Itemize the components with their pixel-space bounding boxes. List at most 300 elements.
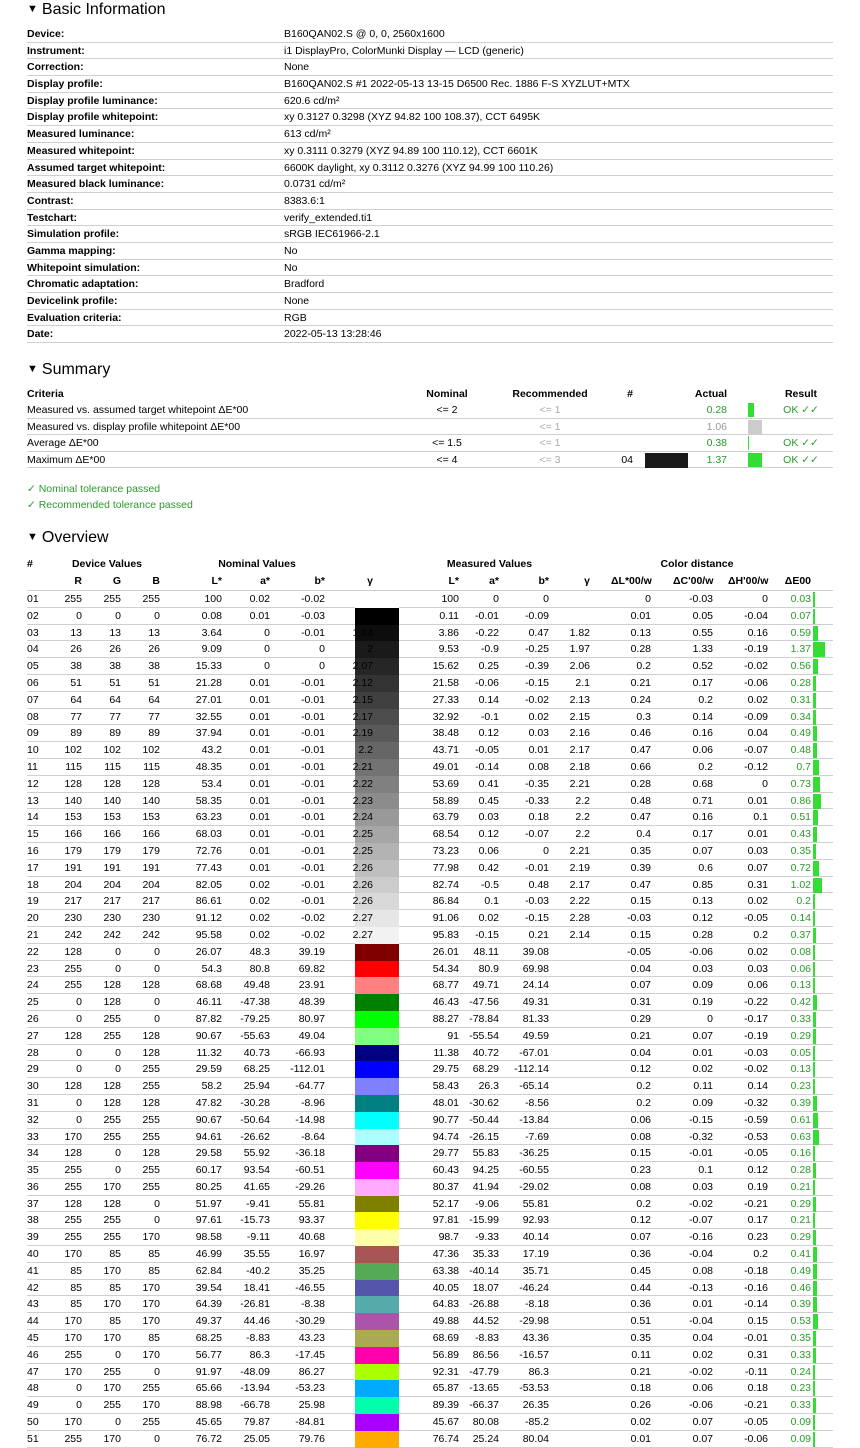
- cell: 77.98: [432, 861, 459, 874]
- cell: 2.28: [569, 912, 590, 925]
- summary-header-row: [27, 386, 833, 402]
- cell: 44.46: [243, 1315, 270, 1328]
- cell: -0.22: [744, 996, 768, 1009]
- cell: -13.65: [469, 1382, 499, 1395]
- patch-number: 05: [27, 660, 39, 673]
- cell: 0.02: [630, 1416, 651, 1429]
- cell: -9.33: [475, 1231, 499, 1244]
- cell: -0.53: [744, 1130, 768, 1143]
- cell: -0.05: [744, 1416, 768, 1429]
- cell: 0.11: [439, 609, 459, 622]
- cell: 0.2: [698, 693, 713, 706]
- cell: 21.28: [195, 676, 222, 689]
- delta-e-bar: [813, 1180, 815, 1195]
- cell: 85: [70, 1281, 82, 1294]
- info-row: [27, 76, 833, 93]
- cell: -0.02: [301, 928, 325, 941]
- cell: 0.55: [692, 626, 713, 639]
- summary-actual: 1.06: [706, 420, 727, 433]
- cell: 0.01: [249, 676, 270, 689]
- cell: 27.01: [195, 693, 222, 706]
- cell: -0.01: [301, 626, 325, 639]
- info-label: Display profile:: [27, 78, 103, 91]
- cell: 0.24: [630, 693, 651, 706]
- cell: 93.37: [298, 1214, 325, 1227]
- cell: 0.02: [747, 945, 768, 958]
- cell: 2.26: [352, 861, 373, 874]
- cell: 47.36: [432, 1248, 459, 1261]
- cell: 0.34: [790, 710, 811, 723]
- delta-e-bar: [813, 1163, 816, 1178]
- cell: 68.54: [432, 828, 459, 841]
- cell: 35.33: [472, 1248, 499, 1261]
- cell: -0.9: [480, 643, 499, 656]
- overview-heading[interactable]: ▼ Overview: [27, 529, 109, 546]
- cell: 91.97: [195, 1365, 222, 1378]
- cell: 128: [142, 1096, 160, 1109]
- overview-row: [27, 977, 833, 994]
- cell: 2.2: [575, 811, 590, 824]
- cell: -0.04: [744, 609, 768, 622]
- cell: 0.36: [630, 1298, 651, 1311]
- cell: -0.01: [301, 811, 325, 824]
- info-value: None: [284, 61, 310, 74]
- cell: -0.02: [525, 693, 549, 706]
- cell: 43.36: [522, 1332, 549, 1345]
- collapse-triangle-icon[interactable]: ▼: [27, 3, 38, 15]
- patch-swatch: [355, 1061, 399, 1078]
- cell: -17.45: [295, 1348, 325, 1361]
- patch-number: 44: [27, 1315, 39, 1328]
- delta-e-bar: [813, 710, 816, 725]
- patch-number: 40: [27, 1248, 39, 1261]
- cell: -36.18: [295, 1147, 325, 1160]
- cell: 2.17: [569, 878, 590, 891]
- cell: 0.02: [478, 912, 499, 925]
- cell: -64.77: [295, 1080, 325, 1093]
- cell: 128: [103, 1197, 121, 1210]
- cell: 0.07: [630, 1231, 651, 1244]
- column-header: γ: [584, 575, 590, 587]
- cell: 128: [103, 979, 121, 992]
- cell: 21.58: [432, 676, 459, 689]
- cell: 0.03: [692, 1180, 713, 1193]
- patch-number: 27: [27, 1029, 39, 1042]
- cell: 26.35: [522, 1399, 549, 1412]
- cell: 0.46: [790, 1281, 811, 1294]
- delta-e-bar: [813, 626, 818, 641]
- cell: 26.3: [478, 1080, 499, 1093]
- cell: 0.01: [249, 811, 270, 824]
- cell: 0.21: [790, 1214, 811, 1227]
- cell: 0.14: [692, 710, 713, 723]
- cell: 0.05: [692, 609, 713, 622]
- cell: 92.31: [432, 1365, 459, 1378]
- info-value: No: [284, 261, 298, 274]
- cell: 0: [115, 1063, 121, 1076]
- overview-row: [27, 1296, 833, 1313]
- cell: 85: [109, 1315, 121, 1328]
- cell: 86.56: [472, 1348, 499, 1361]
- overview-row: [27, 591, 833, 608]
- cell: 0: [154, 1012, 160, 1025]
- summary-recommended: <= 1: [539, 404, 561, 416]
- cell: 87.82: [195, 1012, 222, 1025]
- cell: 0.06: [692, 1382, 713, 1395]
- delta-e-bar: [813, 1348, 816, 1363]
- cell: 40.14: [522, 1231, 549, 1244]
- column-header: L*: [448, 575, 459, 587]
- cell: -30.62: [469, 1096, 499, 1109]
- cell: 0: [154, 1432, 160, 1445]
- cell: 0: [319, 660, 325, 673]
- patch-swatch: [355, 1162, 399, 1179]
- cell: 217: [142, 895, 160, 908]
- info-label: Chromatic adaptation:: [27, 278, 139, 291]
- cell: 0: [762, 777, 768, 790]
- cell: 85: [70, 1298, 82, 1311]
- cell: 204: [142, 878, 160, 891]
- cell: 2.17: [569, 744, 590, 757]
- column-header: ΔL*00/w: [611, 575, 652, 587]
- cell: 1.02: [790, 878, 811, 891]
- cell: 25.24: [472, 1432, 499, 1445]
- info-label: Gamma mapping:: [27, 244, 116, 257]
- cell: 0.09: [692, 1096, 713, 1109]
- patch-swatch: [355, 1397, 399, 1414]
- cell: -0.02: [689, 1197, 713, 1210]
- delta-e-bar: [813, 1046, 815, 1061]
- cell: 0.03: [747, 962, 768, 975]
- overview-row: [27, 826, 833, 843]
- patch-number: 04: [27, 643, 39, 656]
- cell: 2.18: [569, 760, 590, 773]
- number-group-header: #: [27, 558, 33, 570]
- cell: 0.1: [484, 895, 499, 908]
- overview-row: [27, 1028, 833, 1045]
- cell: 80.37: [432, 1180, 459, 1193]
- cell: 255: [64, 1432, 82, 1445]
- cell: 242: [103, 928, 121, 941]
- cell: 0.16: [692, 811, 713, 824]
- cell: 0: [115, 1046, 121, 1059]
- summary-criteria: Maximum ΔE*00: [27, 453, 106, 466]
- cell: 2.26: [352, 895, 373, 908]
- cell: 0.08: [528, 760, 549, 773]
- cell: 2.1: [575, 676, 590, 689]
- cell: 25.98: [298, 1399, 325, 1412]
- cell: 0.17: [747, 1214, 768, 1227]
- cell: 2.14: [569, 928, 590, 941]
- delta-e-bar: [813, 1365, 815, 1380]
- cell: 37.94: [195, 727, 222, 740]
- patch-swatch: [355, 1179, 399, 1196]
- info-value: 8383.6:1: [284, 194, 325, 207]
- cell: 0: [154, 1197, 160, 1210]
- cell: 1.84: [352, 626, 373, 639]
- cell: 2.25: [352, 828, 373, 841]
- cell: 255: [103, 1231, 121, 1244]
- cell: 51.97: [195, 1197, 222, 1210]
- cell: 0: [76, 1382, 82, 1395]
- delta-e-bar: [813, 1297, 817, 1312]
- patch-number: 47: [27, 1365, 39, 1378]
- overview-row: [27, 793, 833, 810]
- patch-number: 20: [27, 912, 39, 925]
- cell: 153: [103, 811, 121, 824]
- cell: 0.18: [528, 811, 549, 824]
- cell: 18.41: [243, 1281, 270, 1294]
- summary-bar: [748, 420, 762, 434]
- cell: -8.96: [301, 1096, 325, 1109]
- cell: 0.15: [747, 1315, 768, 1328]
- cell: 48.3: [249, 945, 270, 958]
- cell: 128: [103, 1096, 121, 1109]
- cell: 170: [64, 1416, 82, 1429]
- overview-row: [27, 725, 833, 742]
- cell: -55.54: [469, 1029, 499, 1042]
- info-value: sRGB IEC61966-2.1: [284, 228, 380, 241]
- cell: 91: [447, 1029, 459, 1042]
- cell: -0.01: [301, 727, 325, 740]
- info-row: [27, 176, 833, 193]
- delta-e-bar: [813, 1314, 818, 1329]
- cell: 0: [76, 1046, 82, 1059]
- cell: 2.15: [569, 710, 590, 723]
- cell: 80.9: [478, 962, 499, 975]
- cell: 1.82: [569, 626, 590, 639]
- cell: 255: [64, 593, 82, 605]
- patch-swatch: [355, 1330, 399, 1347]
- cell: 0: [115, 1164, 121, 1177]
- cell: 17.19: [522, 1248, 549, 1261]
- cell: -0.03: [689, 593, 713, 605]
- patch-swatch: [355, 944, 399, 961]
- cell: -0.59: [744, 1113, 768, 1126]
- cell: 39.19: [298, 945, 325, 958]
- info-label: Date:: [27, 328, 54, 341]
- recommended-header: Recommended: [512, 388, 588, 400]
- cell: 15.62: [432, 660, 459, 673]
- cell: 0.2: [636, 1197, 651, 1210]
- cell: -9.41: [246, 1197, 270, 1210]
- overview-row: [27, 776, 833, 793]
- cell: 128: [142, 1029, 160, 1042]
- cell: -0.22: [475, 626, 499, 639]
- delta-e-bar: [813, 743, 817, 758]
- cell: 170: [64, 1315, 82, 1328]
- info-row: [27, 160, 833, 177]
- overview-row: [27, 658, 833, 675]
- cell: -0.01: [301, 844, 325, 857]
- cell: -16.57: [519, 1348, 549, 1361]
- cell: 0.01: [249, 744, 270, 757]
- cell: 255: [142, 1382, 160, 1395]
- cell: 0.35: [630, 844, 651, 857]
- cell: -0.06: [744, 676, 768, 689]
- overview-row: [27, 1196, 833, 1213]
- patch-number: 11: [27, 760, 38, 773]
- delta-e-bar: [813, 1331, 816, 1346]
- cell: 48.39: [298, 996, 325, 1009]
- info-label: Measured whitepoint:: [27, 144, 135, 157]
- cell: 0.43: [790, 828, 811, 841]
- summary-heading[interactable]: ▼ Summary: [27, 361, 111, 378]
- overview-row: [27, 994, 833, 1011]
- cell: 9.53: [438, 643, 459, 656]
- cell: 170: [103, 1264, 121, 1277]
- cell: 255: [142, 1080, 160, 1093]
- cell: 0.35: [790, 844, 811, 857]
- cell: 255: [103, 1399, 121, 1412]
- collapse-triangle-icon[interactable]: ▼: [27, 531, 38, 543]
- info-row: [27, 326, 833, 343]
- cell: 0.02: [692, 1063, 713, 1076]
- cell: 0: [115, 609, 121, 622]
- cell: 0.07: [790, 609, 811, 622]
- cell: 26.01: [432, 945, 459, 958]
- cell: 85: [148, 1248, 160, 1261]
- cell: -0.39: [525, 660, 549, 673]
- cell: 170: [64, 1332, 82, 1345]
- cell: 0.15: [630, 1147, 651, 1160]
- cell: -0.03: [301, 609, 325, 622]
- cell: 0.14: [478, 693, 499, 706]
- column-header: B: [152, 575, 160, 587]
- cell: 93.54: [243, 1164, 270, 1177]
- delta-e-bar: [813, 1264, 817, 1279]
- cell: 49.31: [522, 996, 549, 1009]
- cell: -13.94: [240, 1382, 270, 1395]
- cell: 0.04: [692, 1332, 713, 1345]
- cell: -0.01: [301, 760, 325, 773]
- cell: 89: [109, 727, 121, 740]
- patch-swatch: [355, 1028, 399, 1045]
- cell: 0.01: [692, 1046, 713, 1059]
- cell: -0.02: [301, 912, 325, 925]
- cell: 0: [115, 1348, 121, 1361]
- basic-information-heading[interactable]: ▼ Basic Information: [27, 1, 166, 18]
- cell: 0.06: [790, 962, 811, 975]
- info-row: [27, 293, 833, 310]
- patch-number: 31: [27, 1096, 39, 1109]
- cell: 0: [76, 996, 82, 1009]
- cell: 51: [109, 676, 121, 689]
- cell: 0.17: [692, 828, 713, 841]
- cell: 0.7: [796, 760, 811, 773]
- info-row: [27, 143, 833, 160]
- delta-e-bar: [813, 1281, 817, 1296]
- cell: -0.01: [301, 861, 325, 874]
- cell: -26.15: [469, 1130, 499, 1143]
- cell: -0.04: [689, 1315, 713, 1328]
- summary-result: OK ✓✓: [783, 437, 819, 450]
- info-value: xy 0.3127 0.3298 (XYZ 94.82 100 108.37), CCT 6495K: [284, 111, 541, 124]
- cell: 2.19: [352, 727, 373, 740]
- cell: 0.01: [630, 609, 651, 622]
- cell: 68.25: [195, 1332, 222, 1345]
- cell: -36.25: [519, 1147, 549, 1160]
- cell: 0.1: [698, 1164, 713, 1177]
- cell: 26: [70, 643, 82, 656]
- cell: 24.14: [522, 979, 549, 992]
- cell: 94.61: [195, 1130, 222, 1143]
- cell: 255: [103, 1130, 121, 1143]
- cell: 11.32: [196, 1046, 222, 1059]
- cell: 82.74: [432, 878, 459, 891]
- cell: 82.05: [195, 878, 222, 891]
- overview-row: [27, 944, 833, 961]
- info-row: [27, 243, 833, 260]
- cell: 0: [154, 1214, 160, 1227]
- overview-row: [27, 1095, 833, 1112]
- info-value: xy 0.3111 0.3279 (XYZ 94.89 100 110.12), CCT 6601K: [284, 144, 538, 157]
- cell: 0.28: [692, 928, 713, 941]
- cell: 40.05: [432, 1281, 459, 1294]
- summary-bar: [748, 403, 754, 417]
- overview-row: [27, 709, 833, 726]
- cell: 2.21: [569, 777, 590, 790]
- cell: 0.63: [790, 1130, 811, 1143]
- overview-row: [27, 1263, 833, 1280]
- cell: 0.01: [747, 828, 768, 841]
- cell: 0: [543, 844, 549, 857]
- overview-row: [27, 759, 833, 776]
- column-header: ΔH'00/w: [728, 575, 769, 587]
- cell: 0: [264, 660, 270, 673]
- cell: -0.14: [744, 1298, 768, 1311]
- cell: 43.23: [298, 1332, 325, 1345]
- cell: 0.01: [249, 609, 270, 622]
- overview-row: [27, 1347, 833, 1364]
- delta-e-bar: [813, 1096, 817, 1111]
- patch-number: 50: [27, 1416, 39, 1429]
- cell: -15.99: [469, 1214, 499, 1227]
- cell: 43.71: [432, 744, 459, 757]
- nominal-header: Nominal: [426, 388, 468, 400]
- summary-table: [27, 386, 833, 468]
- cell: -9.06: [475, 1197, 499, 1210]
- cell: 64: [70, 693, 82, 706]
- cell: 115: [143, 760, 160, 773]
- overview-row: [27, 1179, 833, 1196]
- cell: 25.94: [243, 1080, 270, 1093]
- info-row: [27, 226, 833, 243]
- cell: 217: [64, 895, 82, 908]
- cell: 49.59: [522, 1029, 549, 1042]
- collapse-triangle-icon[interactable]: ▼: [27, 363, 38, 375]
- cell: 170: [64, 1130, 82, 1143]
- cell: 49.48: [243, 979, 270, 992]
- cell: 0.02: [747, 895, 768, 908]
- cell: -0.03: [525, 895, 549, 908]
- cell: -0.01: [301, 676, 325, 689]
- cell: 255: [142, 1180, 160, 1193]
- patch-swatch: [355, 1296, 399, 1313]
- info-label: Assumed target whitepoint:: [27, 161, 166, 174]
- cell: 49.37: [195, 1315, 222, 1328]
- cell: -0.06: [475, 676, 499, 689]
- cell: 0.23: [790, 1382, 811, 1395]
- info-row: [27, 93, 833, 110]
- cell: 0.2: [796, 895, 811, 908]
- cell: 0.18: [630, 1382, 651, 1395]
- cell: -8.56: [525, 1096, 549, 1109]
- cell: 0.08: [201, 609, 222, 622]
- cell: 58.89: [432, 794, 459, 807]
- cell: -15.73: [240, 1214, 270, 1227]
- cell: 0.06: [692, 744, 713, 757]
